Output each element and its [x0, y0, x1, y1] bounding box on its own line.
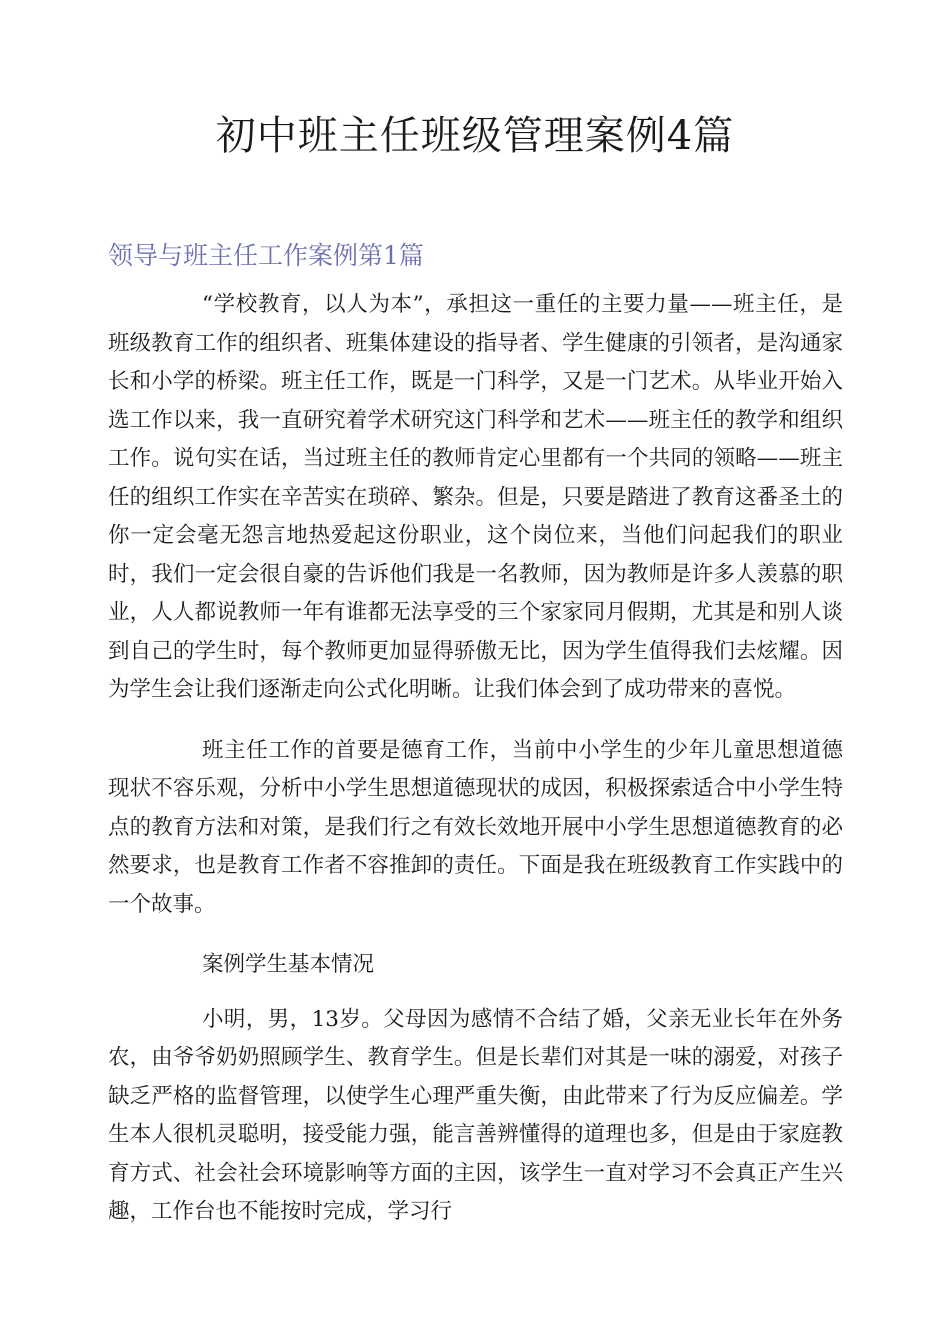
paragraph-case-student: 小明，男，13岁。父母因为感情不合结了婚，父亲无业长年在外务农，由爷爷奶奶照顾学生、教育学生。但是长辈们对其是一味的溺爱，对孩子缺乏严格的监督管理，以使学生心理严重失衡，由此带来了行为反应偏差。学生本人很机灵聪明，接受能力强，能言善辨懂得的道理也多，但是由于家庭教育方式、社会社会环境影响等方面的主因，该学生一直对学习不会真正产生兴趣，工作台也不能按时完成，学习行 — [108, 1006, 843, 1224]
paragraph-intro: “学校教育，以人为本”，承担这一重任的主要力量——班主任，是班级教育工作的组织者、班集体建设的指导者、学生健康的引领者，是沟通家长和小学的桥梁。班主任工作，既是一门科学，又是一门艺术。从毕业开始入选工作以来，我一直研究着学术研究这门科学和艺术——班主任的教学和组织工作。说句实在话，当过班主任的教师肯定心里都有一个共同的领略——班主任的组织工作实在辛苦实在琐碎、繁杂。但是，只要是踏进了教育这番圣土的你一定会毫无怨言地热爱起这份职业，这个岗位来，当他们问起我们的职业时，我们一定会很自豪的告诉他们我是一名教师，因为教师是许多人羡慕的职业，人人都说教师一年有谁都无法享受的三个家家同月假期，尤其是和别人谈到自己的学生时，每个教师更加显得骄傲无比，因为学生值得我们去炫耀。因为学生会让我们逐渐走向公式化明晰。让我们体会到了成功带来的喜悦。 — [108, 292, 843, 702]
paragraph-case-heading: 案例学生基本情况 — [202, 952, 375, 977]
section-heading: 领导与班主任工作案例第1篇 — [108, 241, 424, 270]
document-body — [108, 286, 843, 1254]
document-title: 初中班主任班级管理案例4篇 — [215, 113, 735, 159]
paragraph-moral-education: 班主任工作的首要是德育工作，当前中小学生的少年儿童思想道德现状不容乐观，分析中小学生思想道德现状的成因，积极探索适合中小学生特点的教育方法和对策，是我们行之有效长效地开展中小学生思想道德教育的必然要求，也是教育工作者不容推卸的责任。下面是我在班级教育工作实践中的一个故事。 — [108, 737, 843, 917]
